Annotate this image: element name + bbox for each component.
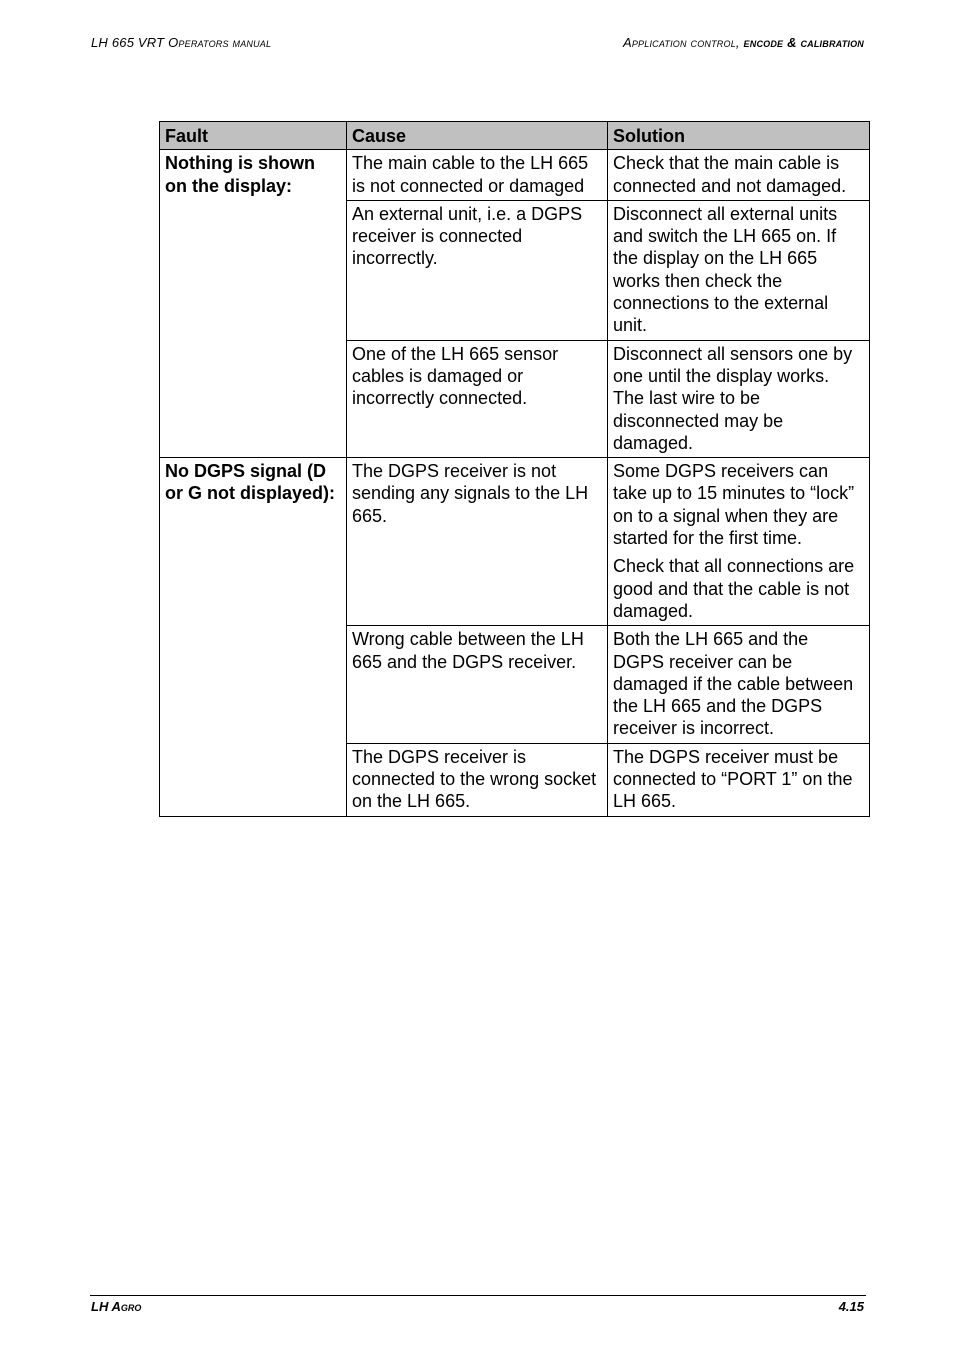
solution-cell (608, 200, 870, 340)
page-number: 4.15 (838, 1299, 864, 1314)
fault-cell: No DGPS signal (D or G not displayed): (160, 458, 347, 816)
table-row (160, 458, 870, 626)
solution-text: Check that the main cable is connected and not damaged. (613, 153, 847, 196)
solution-cell (608, 150, 870, 201)
column-header-fault: Fault (160, 122, 347, 150)
running-header-section (623, 35, 864, 50)
troubleshooting-table (159, 121, 870, 817)
solution-cell (608, 743, 870, 816)
solution-cell (608, 458, 870, 626)
cause-cell: The main cable to the LH 665 is not connected or damaged (347, 150, 608, 201)
cause-cell: An external unit, i.e. a DGPS receiver is connected incorrectly. (347, 200, 608, 340)
running-header-section-bold: encode & calibration (743, 35, 864, 50)
cause-cell: One of the LH 665 sensor cables is damaged or incorrectly connected. (347, 340, 608, 457)
running-header-title: LH 665 VRT Operators manual (91, 35, 272, 50)
solution-text: Disconnect all sensors one by one until the display works. The last wire to be disconnected may be damaged. (613, 343, 853, 453)
cause-cell: The DGPS receiver is connected to the wrong socket on the LH 665. (347, 743, 608, 816)
table-row (160, 150, 870, 201)
solution-text: Check that all connections are good and that the cable is not damaged. (613, 556, 855, 621)
table-header-row (160, 122, 870, 150)
solution-text: The DGPS receiver must be connected to “PORT 1” on the LH 665. (613, 746, 853, 812)
cause-cell: The DGPS receiver is not sending any signals to the LH 665. (347, 458, 608, 626)
solution-text: Disconnect all external units and switch the LH 665 on. If the display on the LH 665 works then check the connections to the external unit. (613, 203, 838, 336)
solution-cell (608, 340, 870, 457)
solution-cell (608, 626, 870, 743)
fault-cell: Nothing is shown on the display: (160, 150, 347, 458)
solution-text: Some DGPS receivers can take up to 15 minutes to “lock” on to a signal when they are started for the first time. (613, 461, 855, 549)
column-header-solution: Solution (608, 122, 870, 150)
solution-text: Both the LH 665 and the DGPS receiver can be damaged if the cable between the LH 665 and the DGPS receiver is incorrect. (613, 629, 854, 739)
running-header-section-main: Application control, (622, 35, 744, 50)
cause-cell: Wrong cable between the LH 665 and the DGPS receiver. (347, 626, 608, 743)
footer-company: LH Agro (91, 1299, 142, 1314)
footer-divider (90, 1295, 866, 1296)
column-header-cause: Cause (347, 122, 608, 150)
